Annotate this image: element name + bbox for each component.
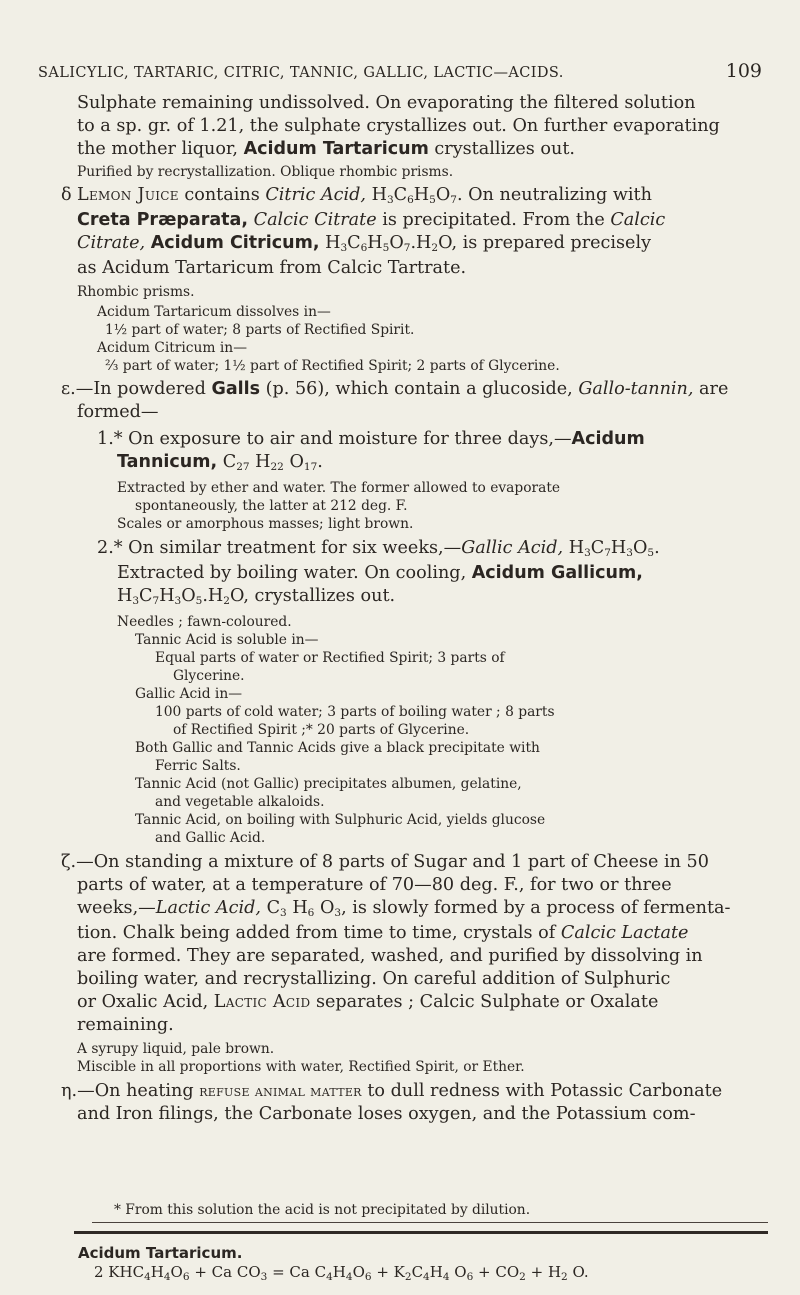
formula-part: H bbox=[255, 452, 271, 472]
formula-sub: 3 bbox=[132, 595, 140, 607]
citric-note-2: Acidum Tartaricum dissolves in— bbox=[97, 304, 331, 320]
text-run: the mother liquor, bbox=[77, 139, 244, 159]
citric-line-4: as Acidum Tartaricum from Calcic Tartrate. bbox=[77, 258, 467, 278]
potash-line-2: and Iron filings, the Carbonate loses oxygen, and the Potassium com- bbox=[77, 1104, 696, 1124]
formula-sub: 3 bbox=[386, 194, 394, 206]
text-run: is precipitated. From the bbox=[376, 210, 611, 230]
item-number: 2.* bbox=[97, 538, 123, 558]
formula bbox=[325, 233, 457, 253]
drug-name: Galls bbox=[211, 379, 261, 399]
formula-part: O bbox=[389, 233, 404, 253]
citric-note-4: Acidum Citricum in— bbox=[97, 340, 247, 356]
eq-part: + H bbox=[525, 1263, 562, 1281]
formula-part: O bbox=[181, 586, 196, 606]
formula-part: H bbox=[413, 185, 430, 205]
formula-part: C bbox=[590, 538, 605, 558]
lactic-line-7 bbox=[77, 991, 767, 1014]
formula-sub: 7 bbox=[403, 242, 411, 254]
text-run: crystallizes out. bbox=[248, 586, 396, 606]
lead-term: Lactic Acid bbox=[213, 992, 311, 1012]
formula-sub: 3 bbox=[280, 907, 287, 919]
galls-item-2-note-8: Both Gallic and Tannic Acids give a black precipitate with bbox=[135, 740, 540, 756]
potash-line-1 bbox=[61, 1080, 767, 1103]
eq-part: H bbox=[150, 1263, 164, 1281]
formula-sub: 2 bbox=[223, 595, 230, 607]
lactic-line-2: parts of water, at a temperature of 70—80 deg. F., for two or three bbox=[77, 875, 672, 895]
drug-name: Acidum bbox=[571, 429, 645, 449]
formula-sub: 3 bbox=[334, 907, 342, 919]
eq-part: H bbox=[429, 1263, 443, 1281]
eq-sub: 6 bbox=[466, 1271, 474, 1283]
section-mark: η. bbox=[61, 1081, 78, 1101]
salt-name: Calcic Lactate bbox=[560, 923, 689, 943]
salt-name: Citrate, bbox=[77, 233, 146, 253]
galls-item-2-line-2 bbox=[117, 562, 767, 585]
eq-part: O bbox=[449, 1263, 467, 1281]
galls-item-2-note-10: Tannic Acid (not Gallic) precipitates albumen, gelatine, bbox=[135, 776, 522, 792]
formula-part: O, bbox=[229, 586, 249, 606]
galls-item-2-note-2: Tannic Acid is soluble in— bbox=[135, 632, 319, 648]
eq-part: O bbox=[352, 1263, 365, 1281]
galls-item-1-note-3: Scales or amorphous masses; light brown. bbox=[117, 516, 414, 532]
eq-sub: 4 bbox=[442, 1271, 450, 1283]
eq-sub: 4 bbox=[345, 1271, 353, 1283]
lactic-line-4 bbox=[77, 922, 767, 945]
item-number: 1.* bbox=[97, 429, 123, 449]
glucoside-name: Gallo-tannin, bbox=[578, 379, 694, 399]
text-run: separates ; Calcic Sulphate or Oxalate bbox=[310, 992, 659, 1012]
formula-part: O bbox=[632, 538, 648, 558]
reaction-equation bbox=[94, 1263, 589, 1281]
formula-part: C bbox=[393, 185, 408, 205]
lactic-note-1: A syrupy liquid, pale brown. bbox=[77, 1041, 275, 1057]
formula-part: H bbox=[159, 586, 175, 606]
formula-part: H bbox=[563, 538, 585, 558]
formula-part: H bbox=[367, 233, 383, 253]
formula-sub: 3 bbox=[584, 547, 591, 559]
text-run: —On standing a mixture of 8 parts of Sugar and 1 part of Cheese in 50 bbox=[76, 852, 709, 872]
galls-item-1-line-2 bbox=[117, 451, 767, 476]
formula-part: . bbox=[317, 452, 323, 472]
page-body bbox=[61, 92, 767, 1126]
text-run: On exposure to air and moisture for three days,— bbox=[122, 429, 572, 449]
footnote-rule bbox=[92, 1222, 768, 1223]
text-run: tion. Chalk being added from time to time, crystals of bbox=[77, 923, 561, 943]
formula-part: H bbox=[325, 233, 341, 253]
galls-item-2-note-4: Glycerine. bbox=[173, 668, 245, 684]
lead-term: Lemon Juice bbox=[77, 185, 179, 205]
formula-sub: 22 bbox=[270, 461, 284, 473]
running-title: SALICYLIC, TARTARIC, CITRIC, TANNIC, GALLIC, LACTIC—ACIDS. bbox=[38, 65, 564, 81]
eq-sub: 6 bbox=[182, 1271, 190, 1283]
formula-sub: 6 bbox=[360, 242, 368, 254]
galls-item-1-note-1: Extracted by ether and water. The former allowed to evaporate bbox=[117, 480, 561, 496]
drug-name: Acidum Citricum, bbox=[150, 233, 320, 253]
citric-line-3 bbox=[77, 232, 767, 257]
formula-part: O bbox=[289, 452, 304, 472]
text-run: On similar treatment for six weeks,— bbox=[122, 538, 462, 558]
formula-sub: 5 bbox=[429, 194, 436, 206]
formula-part: C bbox=[347, 233, 361, 253]
eq-part: + K bbox=[371, 1263, 405, 1281]
formula-part: . bbox=[654, 538, 660, 558]
formula-sub: 27 bbox=[236, 461, 250, 473]
formula-sub: 5 bbox=[195, 595, 203, 607]
formula-sub: 5 bbox=[647, 547, 655, 559]
section-mark: ζ. bbox=[61, 852, 77, 872]
text-run: crystallizes out. bbox=[428, 139, 575, 159]
eq-part: + CO bbox=[473, 1263, 520, 1281]
eq-part: O. bbox=[567, 1263, 589, 1281]
galls-line-2: formed— bbox=[77, 402, 159, 422]
citric-line-2 bbox=[77, 209, 767, 232]
lactic-line-1 bbox=[61, 851, 767, 874]
formula-part: C bbox=[139, 586, 153, 606]
tartaric-note: Purified by recrystallization. Oblique rhombic prisms. bbox=[77, 164, 454, 180]
eq-part: H bbox=[332, 1263, 346, 1281]
formula-part: .H bbox=[410, 233, 432, 253]
formula-part: H bbox=[610, 538, 627, 558]
formula-part: O bbox=[314, 898, 335, 918]
section-mark: ε. bbox=[61, 379, 76, 399]
lactic-line-6: boiling water, and recrystallizing. On careful addition of Sulphuric bbox=[77, 969, 671, 989]
citric-note-1: Rhombic prisms. bbox=[77, 284, 195, 300]
eq-sub: 4 bbox=[326, 1271, 333, 1283]
formula-part: C bbox=[260, 898, 281, 918]
running-header bbox=[38, 60, 762, 82]
equation-title: Acidum Tartaricum. bbox=[78, 1244, 243, 1262]
formula-sub: 3 bbox=[174, 595, 182, 607]
eq-part: C bbox=[411, 1263, 424, 1281]
formula-part: H bbox=[371, 185, 387, 205]
drug-name: Acidum Gallicum, bbox=[471, 563, 643, 583]
galls-item-1-note-2: spontaneously, the latter at 212 deg. F. bbox=[135, 498, 408, 514]
lactic-line-8: remaining. bbox=[77, 1015, 174, 1035]
acid-name: Gallic Acid, bbox=[461, 538, 564, 558]
text-run: , is slowly formed by a process of fermenta- bbox=[341, 898, 731, 918]
text-run: contains bbox=[178, 185, 266, 205]
galls-item-2-note-7: of Rectified Spirit ;* 20 parts of Glycerine. bbox=[173, 722, 470, 738]
drug-name: Creta Præparata, bbox=[77, 210, 249, 230]
text-run: weeks,— bbox=[77, 898, 156, 918]
footnote: * From this solution the acid is not precipitated by dilution. bbox=[114, 1202, 531, 1218]
text-run: to dull redness with Potassic Carbonate bbox=[361, 1081, 723, 1101]
text-run: (p. 56), which contain a glucoside, bbox=[260, 379, 579, 399]
citric-note-3: 1½ part of water; 8 parts of Rectified Spirit. bbox=[105, 322, 415, 338]
galls-item-1-line-1 bbox=[97, 428, 767, 451]
acid-name: Citric Acid, bbox=[265, 185, 367, 205]
galls-item-2-note-1: Needles ; fawn-coloured. bbox=[117, 614, 292, 630]
drug-name: Acidum Tartaricum bbox=[243, 139, 429, 159]
citric-line-1 bbox=[61, 184, 767, 209]
page-number: 109 bbox=[725, 60, 762, 82]
text-run: . On neutralizing with bbox=[456, 185, 652, 205]
eq-part: 2 KHC bbox=[94, 1263, 145, 1281]
formula-sub: 6 bbox=[307, 907, 315, 919]
acid-name: Lactic Acid, bbox=[155, 898, 261, 918]
text-run: —In powdered bbox=[75, 379, 212, 399]
tartaric-line-3 bbox=[77, 138, 767, 161]
galls-item-2-note-12: Tannic Acid, on boiling with Sulphuric Acid, yields glucose bbox=[135, 812, 546, 828]
citric-note-5: ⅔ part of water; 1½ part of Rectified Spirit; 2 parts of Glycerine. bbox=[105, 358, 560, 374]
eq-sub: 3 bbox=[260, 1271, 268, 1283]
galls-item-2-note-6: 100 parts of cold water; 3 parts of boiling water ; 8 parts bbox=[155, 704, 555, 720]
eq-sub: 2 bbox=[519, 1271, 526, 1283]
galls-item-2-note-5: Gallic Acid in— bbox=[135, 686, 243, 702]
galls-item-2-line-1 bbox=[97, 537, 767, 562]
tartaric-line-1: Sulphate remaining undissolved. On evaporating the filtered solution bbox=[77, 93, 696, 113]
eq-part: O bbox=[170, 1263, 183, 1281]
formula-sub: 7 bbox=[152, 595, 160, 607]
tartaric-line-2: to a sp. gr. of 1.21, the sulphate crystallizes out. On further evaporating bbox=[77, 116, 720, 136]
text-run: —On heating bbox=[77, 1081, 200, 1101]
formula-sub: 7 bbox=[450, 194, 457, 206]
formula-sub: 3 bbox=[626, 547, 633, 559]
eq-part: = Ca C bbox=[267, 1263, 327, 1281]
galls-item-2-note-3: Equal parts of water or Rectified Spirit; 3 parts of bbox=[155, 650, 505, 666]
galls-item-2-note-13: and Gallic Acid. bbox=[155, 830, 266, 846]
text-run: is prepared precisely bbox=[457, 233, 652, 253]
eq-sub: 4 bbox=[163, 1271, 171, 1283]
galls-item-2-line-3 bbox=[117, 585, 767, 610]
section-mark: δ bbox=[61, 185, 72, 205]
salt-name: Calcic Citrate bbox=[253, 210, 377, 230]
formula-part: H bbox=[117, 586, 133, 606]
eq-sub: 6 bbox=[364, 1271, 372, 1283]
galls-item-2-note-11: and vegetable alkaloids. bbox=[155, 794, 325, 810]
galls-item-2-note-9: Ferric Salts. bbox=[155, 758, 241, 774]
formula-part: O bbox=[435, 185, 451, 205]
formula-sub: 2 bbox=[431, 242, 439, 254]
formula-part: H bbox=[286, 898, 308, 918]
text-run: are bbox=[693, 379, 729, 399]
drug-name: Tannicum, bbox=[117, 452, 218, 472]
formula-sub: 3 bbox=[340, 242, 348, 254]
formula bbox=[372, 185, 457, 205]
eq-sub: 2 bbox=[561, 1271, 568, 1283]
formula-sub: 7 bbox=[604, 547, 611, 559]
formula-sub: 5 bbox=[382, 242, 390, 254]
formula-part: .H bbox=[202, 586, 224, 606]
section-rule bbox=[74, 1231, 768, 1234]
formula-part: C bbox=[217, 452, 237, 472]
eq-part: + Ca CO bbox=[189, 1263, 261, 1281]
eq-sub: 4 bbox=[144, 1271, 151, 1283]
galls-line-1 bbox=[61, 378, 767, 401]
text-run: Extracted by boiling water. On cooling, bbox=[117, 563, 472, 583]
salt-name: Calcic bbox=[610, 210, 666, 230]
formula-sub: 17 bbox=[303, 461, 318, 473]
lactic-note-2: Miscible in all proportions with water, Rectified Spirit, or Ether. bbox=[77, 1059, 525, 1075]
lactic-line-3 bbox=[77, 897, 767, 922]
lead-term: refuse animal matter bbox=[199, 1082, 362, 1100]
formula-part: O, bbox=[438, 233, 458, 253]
text-run: or Oxalic Acid, bbox=[77, 992, 214, 1012]
eq-sub: 4 bbox=[423, 1271, 430, 1283]
eq-sub: 2 bbox=[404, 1271, 412, 1283]
lactic-line-5: are formed. They are separated, washed, and purified by dissolving in bbox=[77, 946, 703, 966]
formula-sub: 6 bbox=[407, 194, 414, 206]
